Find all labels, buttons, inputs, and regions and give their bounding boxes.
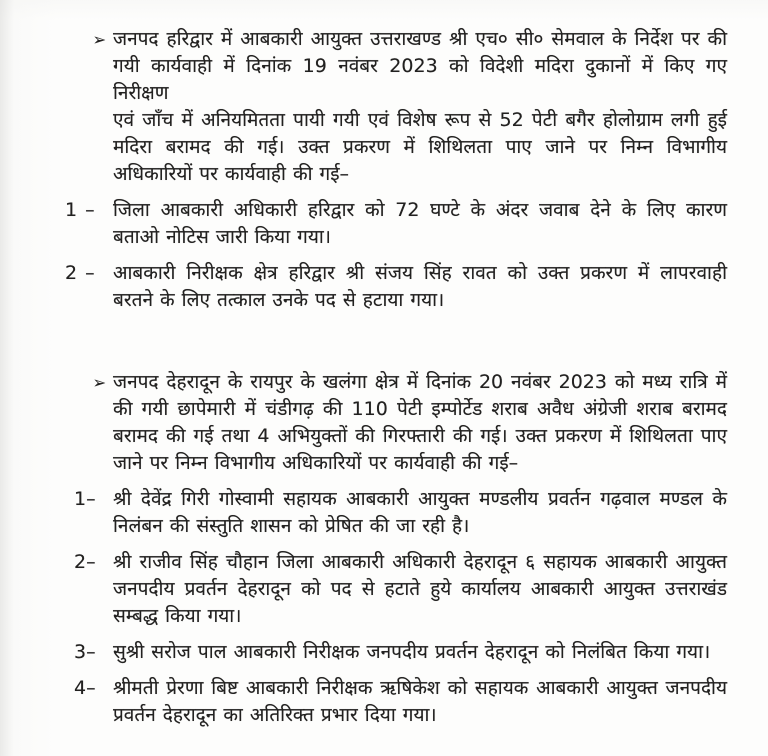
item-number: 3– (74, 641, 96, 663)
numbered-item (65, 197, 727, 251)
item-line: बताओ नोटिस जारी किया गया। (113, 226, 332, 248)
item-line: जनपदीय प्रवर्तन देहरादून को पद से हटाते हुये कार्यालय आबकारी आयुक्त उत्तराखंड (113, 578, 727, 600)
paragraph-line: की गयी छापेमारी में चंडीगढ़ की 110 पेटी इम्पोर्टेड शराब अवैध अंग्रेजी शराब बरामद (113, 398, 727, 420)
item-lines (113, 197, 727, 251)
bullet-paragraph (65, 26, 727, 188)
notice-text-body (65, 26, 727, 729)
item-line: सुश्री सरोज पाल आबकारी निरीक्षक जनपदीय प्रवर्तन देहरादून को निलंबित किया गया। (113, 641, 711, 663)
paragraph-line: बरामद की गई तथा 4 अभियुक्तों की गिरफ्तारी की गई। उक्त प्रकरण में शिथिलता पाए (113, 425, 727, 447)
paragraph-line: अधिकारियों पर कार्यवाही की गई– (113, 163, 350, 185)
item-number: 1 – (65, 199, 96, 221)
item-line: श्रीमती प्रेरणा बिष्ट आबकारी निरीक्षक ऋषिकेश को सहायक आबकारी आयुक्त जनपदीय (113, 677, 727, 699)
paragraph-line: जनपद हरिद्वार में आबकारी आयुक्त उत्तराखण्ड श्री एच० सी० सेमवाल के निर्देश पर की (113, 28, 727, 50)
bullet-paragraph (65, 369, 727, 477)
numbered-item (65, 549, 727, 630)
numbered-item (65, 260, 727, 314)
paragraph-line: जनपद देहरादून के रायपुर के खलंगा क्षेत्र में दिनांक 20 नवंबर 2023 को मध्य रात्रि में (113, 371, 727, 393)
item-lines (113, 260, 727, 314)
item-lines (113, 675, 727, 729)
numbered-item (65, 675, 727, 729)
item-lines (113, 486, 727, 540)
item-line: निलंबन की संस्तुति शासन को प्रेषित की जा रही है। (113, 515, 470, 537)
item-line: सम्बद्ध किया गया। (113, 605, 242, 627)
paragraph-lines (113, 369, 727, 477)
item-lines (113, 639, 727, 666)
item-number: 2 – (65, 262, 96, 284)
paragraph-line: एवं जाँच में अनियमितता पायी गयी एवं विशेष रूप से 52 पेटी बगैर होलोग्राम लगी हुई (113, 109, 727, 131)
numbered-item (65, 639, 727, 666)
paragraph-line: मदिरा बरामद की गई। उक्त प्रकरण में शिथिलता पाए जाने पर निम्न विभागीय (113, 136, 727, 158)
arrow-bullet-icon: ➢ (92, 30, 106, 49)
item-number: 4– (74, 677, 96, 699)
item-line: आबकारी निरीक्षक क्षेत्र हरिद्वार श्री संजय सिंह रावत को उक्त प्रकरण में लापरवाही (113, 262, 727, 284)
item-line: बरतने के लिए तत्काल उनके पद से हटाया गया। (113, 289, 445, 311)
item-line: श्री देवेंद्र गिरी गोस्वामी सहायक आबकारी आयुक्त मण्डलीय प्रवर्तन गढ़वाल मण्डल के (113, 488, 727, 510)
item-number: 2– (74, 551, 96, 573)
item-line: श्री राजीव सिंह चौहान जिला आबकारी अधिकारी देहरादून ६ सहायक आबकारी आयुक्त (113, 551, 727, 573)
paragraph-lines (113, 26, 727, 188)
numbered-item (65, 486, 727, 540)
paragraph-line: गयी कार्यवाही में दिनांक 19 नवंबर 2023 को विदेशी मदिरा दुकानों में किए गए निरीक्षण (113, 55, 727, 104)
arrow-bullet-icon: ➢ (92, 373, 106, 392)
item-number: 1– (74, 488, 96, 510)
item-lines (113, 549, 727, 630)
item-line: प्रवर्तन देहरादून का अतिरिक्त प्रभार दिया गया। (113, 704, 437, 726)
paragraph-line: जाने पर निम्न विभागीय अधिकारियों पर कार्यवाही की गई– (113, 452, 519, 474)
notice-section (65, 26, 727, 314)
notice-section (65, 369, 727, 729)
item-line: जिला आबकारी अधिकारी हरिद्वार को 72 घण्टे के अंदर जवाब देने के लिए कारण (113, 199, 727, 221)
